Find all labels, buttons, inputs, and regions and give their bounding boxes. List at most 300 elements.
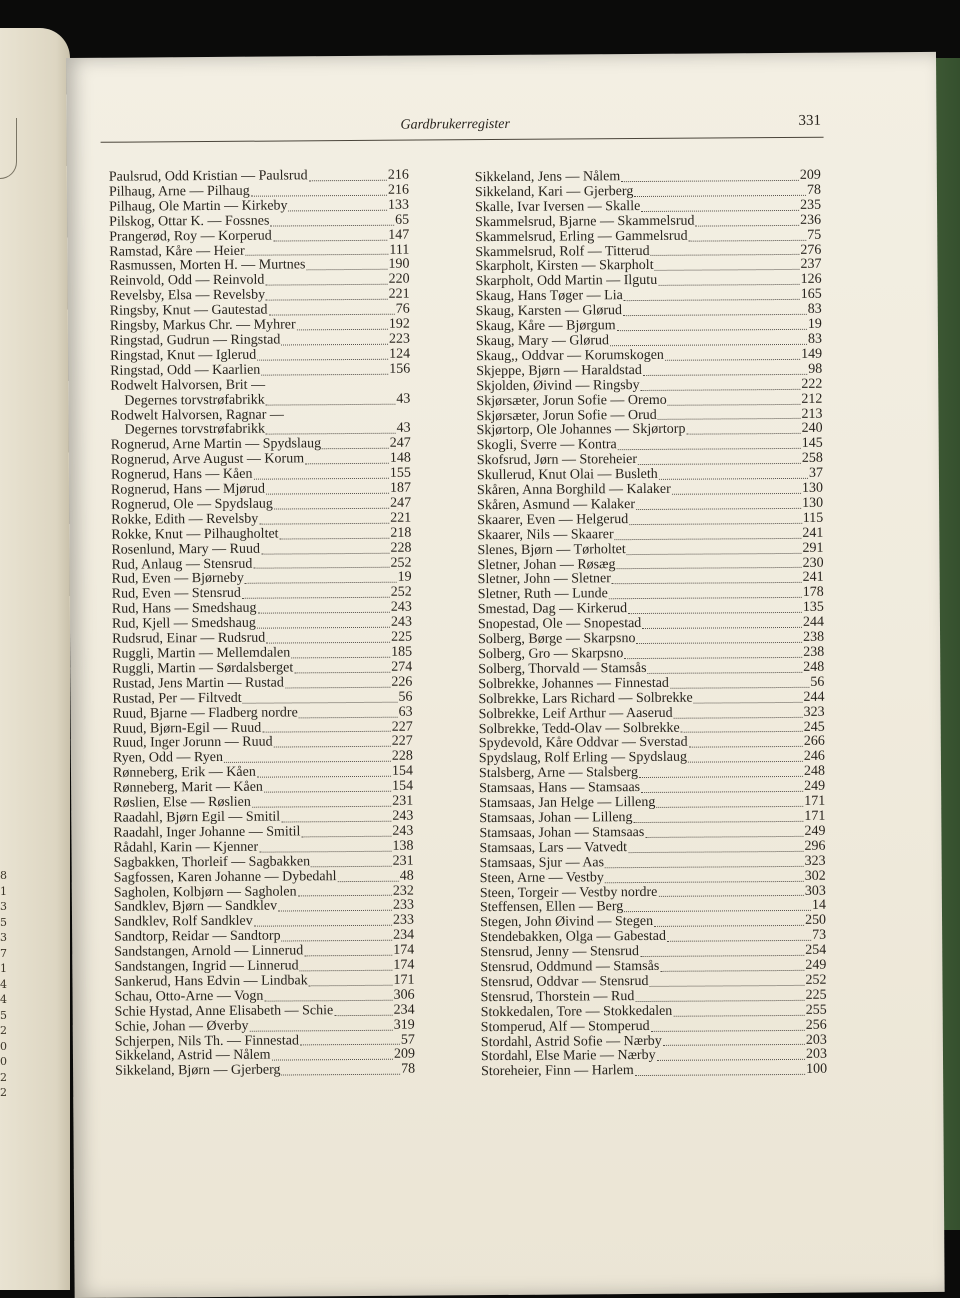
- entry-page-number: 302: [804, 868, 826, 884]
- leader-dots: [274, 507, 389, 510]
- leader-dots: [309, 179, 387, 182]
- entry-name: Skammelsrud, Rolf — Titterud: [475, 243, 650, 260]
- index-entry: [481, 1063, 827, 1080]
- entry-name: Stensrud, Jenny — Stensrud: [480, 944, 639, 961]
- entry-name: Rustad, Jens Martin — Rustad: [112, 675, 284, 692]
- leader-dots: [689, 238, 807, 241]
- entry-page-number: 244: [803, 689, 825, 705]
- entry-page-number: 266: [803, 734, 825, 750]
- entry-name: Skaug, Karsten — Glørud: [475, 303, 623, 320]
- entry-page-number: 254: [805, 942, 827, 958]
- entry-name: Rodwelt Halvorsen, Ragnar —: [110, 406, 284, 424]
- leader-dots: [305, 462, 389, 465]
- leader-dots: [695, 224, 799, 227]
- leader-dots: [291, 656, 390, 659]
- entry-page-number: 255: [805, 1002, 827, 1018]
- entry-page-number: 149: [801, 346, 823, 362]
- entry-page-number: 234: [393, 1002, 415, 1018]
- entry-name: Stamsaas, Johan — Stamsaas: [479, 824, 645, 842]
- leader-dots: [667, 939, 811, 942]
- leader-dots: [281, 820, 391, 823]
- entry-name: Skammelsrud, Bjarne — Skammelsrud: [475, 213, 695, 230]
- leader-dots: [673, 1014, 804, 1017]
- entry-name: Skofsrud, Jørn — Storeheier: [476, 452, 638, 469]
- entry-name: Spydevold, Kåre Oddvar — Sverstad: [478, 735, 688, 752]
- entry-name: Rasmussen, Morten H. — Murtnes: [109, 257, 306, 275]
- entry-name: Stokkedalen, Tore — Stokkedalen: [480, 1003, 673, 1020]
- entry-name: Sandklev, Rolf Sandklev: [113, 914, 253, 930]
- entry-page-number: 174: [393, 957, 415, 973]
- leader-dots: [264, 998, 392, 1001]
- leader-dots: [635, 1073, 805, 1076]
- entry-page-number: 243: [392, 808, 414, 824]
- entry-page-number: 19: [807, 316, 822, 332]
- entry-name: Sikkeland, Kari — Gjerberg: [474, 183, 634, 201]
- leader-dots: [252, 805, 391, 808]
- entry-name: Schjerpen, Nils Th. — Finnestad: [114, 1032, 299, 1050]
- leader-dots: [251, 194, 387, 197]
- leader-dots: [612, 581, 802, 584]
- entry-name: Skullerud, Knut Olai — Busleth: [476, 467, 658, 484]
- leader-dots: [605, 864, 804, 867]
- leader-dots: [298, 894, 392, 897]
- entry-name: Pilhaug, Ole Martin — Kirkeby: [108, 198, 288, 215]
- leader-dots: [674, 715, 803, 718]
- leader-dots: [639, 775, 803, 778]
- entry-page-number: 213: [801, 406, 823, 422]
- entry-page-number: 185: [391, 644, 413, 660]
- leader-dots: [654, 924, 804, 927]
- index-entry: [115, 1063, 415, 1080]
- entry-name: Rønneberg, Erik — Kåen: [112, 764, 256, 781]
- entry-name: Rud, Anlaug — Stensrud: [111, 556, 253, 573]
- entry-page-number: 249: [804, 778, 826, 795]
- entry-page-number: 98: [808, 361, 823, 377]
- entry-name: Skaug, Kåre — Bjørgum: [475, 318, 616, 335]
- entry-page-number: 238: [803, 629, 825, 645]
- entry-page-number: 133: [387, 197, 410, 213]
- entry-name: Sandstangen, Arnold — Linnerud: [114, 943, 304, 960]
- leader-dots: [261, 372, 388, 375]
- leader-dots: [224, 760, 391, 763]
- leader-dots: [628, 850, 804, 853]
- entry-page-number: 130: [802, 495, 824, 511]
- entry-name: Stordahl, Astrid Sofie — Nærby: [480, 1033, 662, 1050]
- entry-name: Prangerød, Roy — Korperud: [109, 228, 272, 245]
- leader-dots: [262, 730, 390, 733]
- entry-page-number: 249: [804, 823, 826, 839]
- entry-page-number: 323: [804, 853, 826, 869]
- leader-dots: [304, 954, 392, 957]
- entry-name: Skjørsæter, Jorun Sofie — Oremo: [476, 392, 667, 409]
- entry-name: Solberg, Gro — Skarpsno: [478, 646, 624, 663]
- entry-name: Stamsaas, Hans — Stamsaas: [479, 780, 641, 797]
- entry-page-number: 248: [803, 763, 826, 780]
- leader-dots: [629, 522, 801, 525]
- entry-page-number: 250: [804, 913, 827, 929]
- entry-page-number: 306: [393, 987, 415, 1003]
- index-column-left: [109, 169, 415, 1080]
- entry-name: Skjørsæter, Jorun Sofie — Orud: [476, 407, 657, 424]
- entry-page-number: 203: [805, 1032, 827, 1048]
- leader-dots: [665, 358, 800, 361]
- entry-name: Solbrekke, Johannes — Finnestad: [478, 675, 669, 692]
- entry-name: Rodwelt Halvorsen, Brit —: [110, 377, 266, 394]
- entry-page-number: 43: [396, 421, 411, 437]
- entry-page-number: 83: [807, 301, 822, 317]
- entry-page-number: 233: [392, 912, 415, 929]
- leader-dots: [615, 537, 802, 540]
- leader-dots: [285, 685, 391, 688]
- leader-dots: [257, 358, 388, 361]
- entry-page-number: 230: [802, 555, 824, 571]
- leader-dots: [648, 671, 803, 674]
- leader-dots: [253, 566, 389, 569]
- entry-name: Stordahl, Else Marie — Nærby: [480, 1048, 656, 1065]
- leader-dots: [245, 581, 397, 584]
- leader-dots: [624, 909, 811, 912]
- leader-dots: [254, 924, 392, 927]
- entry-name: Skaarer, Even — Helgerud: [477, 511, 629, 528]
- entry-name: Skogli, Sverre — Kontra: [476, 437, 617, 454]
- leader-dots: [641, 387, 801, 390]
- leader-dots: [627, 551, 802, 554]
- leader-dots: [311, 864, 392, 867]
- entry-page-number: 247: [389, 435, 411, 452]
- entry-page-number: 303: [804, 883, 826, 899]
- leader-dots: [694, 700, 803, 703]
- entry-name: Skåren, Anna Borghild — Kalaker: [476, 481, 671, 499]
- entry-page-number: 319: [393, 1017, 415, 1033]
- leader-dots: [610, 343, 807, 346]
- entry-page-number: 171: [393, 972, 415, 988]
- leader-dots: [651, 253, 800, 256]
- entry-page-number: 237: [800, 257, 822, 273]
- leader-dots: [289, 208, 388, 211]
- entry-page-number: 100: [806, 1062, 828, 1078]
- leader-dots: [265, 283, 387, 286]
- entry-name: Rud, Even — Bjørneby: [111, 571, 244, 588]
- index-column-right: [475, 169, 827, 1081]
- entry-name: Sankerud, Hans Edvin — Lindbak: [114, 973, 308, 990]
- entry-page-number: 115: [802, 510, 824, 526]
- entry-name: Snopestad, Ole — Snopestad: [477, 616, 642, 633]
- margin-digit: 3: [0, 931, 7, 944]
- leader-dots: [651, 1028, 805, 1031]
- page-number: 331: [798, 112, 822, 129]
- entry-name: Sagbakken, Thorleif — Sagbakken: [113, 854, 311, 871]
- index-page: [66, 52, 945, 1298]
- entry-name: Sikkeland, Astrid — Nålem: [114, 1048, 271, 1065]
- entry-name: Sikkeland, Bjørn — Gjerberg: [115, 1062, 281, 1080]
- entry-name: Pilhaug, Arne — Pilhaug: [108, 183, 250, 200]
- entry-page-number: 240: [801, 421, 823, 437]
- entry-name: Stensrud, Oddvar — Stensrud: [480, 973, 649, 991]
- leader-dots: [257, 626, 390, 629]
- entry-name: Solberg, Børge — Skarpsno: [478, 631, 636, 648]
- entry-name: Ruud, Inger Jorunn — Ruud: [112, 735, 273, 752]
- entry-name: Sagholen, Kolbjørn — Sagholen: [113, 883, 297, 901]
- leader-dots: [624, 298, 800, 301]
- leader-dots: [635, 999, 804, 1002]
- leader-dots: [266, 641, 390, 644]
- margin-digit: 5: [0, 1008, 7, 1022]
- entry-name: Rud, Even — Stensrud: [111, 586, 241, 603]
- entry-page-number: 274: [391, 659, 413, 675]
- margin-digit: 2: [0, 1024, 7, 1037]
- margin-digit: 2: [0, 1086, 7, 1099]
- entry-name: Skalle, Ivar Iversen — Skalle: [475, 198, 641, 215]
- entry-name: Rønneberg, Marit — Kåen: [113, 779, 263, 796]
- entry-name: Ringsby, Markus Chr. — Myhrer: [109, 317, 296, 334]
- entry-name: Ringsby, Knut — Gautestad: [109, 302, 268, 319]
- leader-dots: [281, 1073, 400, 1076]
- entry-page-number: 241: [802, 570, 824, 586]
- entry-name: Stamsaas, Johan — Lilleng: [479, 810, 633, 827]
- leader-dots: [294, 671, 390, 674]
- entry-page-number: 178: [802, 585, 824, 601]
- leader-dots: [686, 432, 800, 435]
- entry-name: Skaug, Mary — Glørud: [475, 333, 610, 350]
- entry-name: Sandklev, Bjørn — Sandklev: [113, 898, 278, 916]
- leader-dots: [623, 313, 807, 316]
- entry-name: Reinvold, Odd — Reinvold: [109, 272, 265, 290]
- entry-name: Stendebakken, Olga — Gabestad: [480, 929, 667, 946]
- entry-page-number: 296: [804, 838, 826, 854]
- entry-page-number: 171: [804, 793, 826, 809]
- entry-page-number: 154: [391, 763, 414, 779]
- entry-page-number: 171: [804, 808, 826, 824]
- entry-page-number: 227: [391, 719, 413, 735]
- leader-dots: [273, 238, 387, 241]
- entry-name: Stegen, John Øivind — Stegen: [479, 914, 654, 931]
- entry-page-number: 216: [387, 182, 409, 198]
- leader-dots: [266, 402, 396, 405]
- entry-name: Sletner, John — Sletner: [477, 571, 611, 588]
- leader-dots: [301, 835, 391, 838]
- entry-name: Paulsrud, Odd Kristian — Paulsrud: [108, 168, 308, 185]
- entry-page-number: 221: [390, 510, 412, 526]
- entry-page-number: 209: [393, 1047, 416, 1063]
- entry-page-number: 148: [389, 450, 411, 466]
- entry-page-number: 165: [800, 286, 822, 303]
- entry-page-number: 245: [803, 719, 825, 735]
- leader-dots: [269, 313, 395, 316]
- entry-page-number: 138: [392, 838, 414, 854]
- entry-name: Skammelsrud, Erling — Gammelsrud: [475, 228, 688, 245]
- entry-name: Degernes torvstrøfabrikk: [124, 392, 265, 409]
- entry-name: Solbrekke, Lars Richard — Solbrekke: [478, 690, 693, 707]
- leader-dots: [264, 790, 391, 793]
- entry-page-number: 212: [801, 391, 823, 407]
- entry-name: Rognerud, Arne Martin — Spydslaug: [110, 436, 322, 454]
- entry-page-number: 216: [387, 167, 409, 183]
- entry-page-number: 83: [807, 331, 823, 347]
- entry-page-number: 244: [802, 614, 825, 631]
- entry-page-number: 75: [807, 227, 822, 243]
- leader-dots: [253, 477, 388, 480]
- leader-dots: [272, 1058, 393, 1061]
- leader-dots: [634, 820, 804, 823]
- leader-dots: [266, 492, 389, 495]
- entry-page-number: 63: [398, 704, 413, 720]
- entry-name: Solberg, Thorvald — Stamsås: [478, 660, 647, 678]
- entry-name: Ruud, Bjørn-Egil — Ruud: [112, 720, 262, 737]
- entry-page-number: 248: [803, 659, 825, 675]
- entry-name: Skåren, Asmund — Kalaker: [477, 496, 636, 514]
- entry-page-number: 156: [389, 361, 411, 377]
- leader-dots: [641, 209, 799, 212]
- entry-name: Raadahl, Bjørn Egil — Smitil: [113, 809, 281, 826]
- entry-page-number: 252: [390, 555, 412, 571]
- leader-dots: [658, 894, 804, 897]
- entry-page-number: 145: [801, 436, 823, 452]
- entry-page-number: 209: [799, 167, 821, 183]
- entry-name: Revelsby, Elsa — Revelsby: [109, 287, 266, 304]
- leader-dots: [257, 775, 391, 778]
- entry-name: Rustad, Per — Filtvedt: [112, 690, 242, 707]
- entry-name: Degernes torvstrøfabrikk: [124, 422, 265, 439]
- leader-dots: [681, 730, 803, 733]
- entry-page-number: 56: [810, 674, 825, 690]
- leader-dots: [657, 1058, 805, 1061]
- margin-digit: 1: [0, 884, 7, 898]
- leader-dots: [656, 805, 803, 808]
- entry-page-number: 232: [392, 883, 414, 899]
- leader-dots: [659, 477, 808, 480]
- entry-name: Slenes, Bjørn — Tørholtet: [477, 541, 626, 558]
- entry-name: Steffensen, Ellen — Berg: [479, 899, 624, 916]
- margin-digit: 4: [0, 993, 7, 1006]
- entry-name: Stamsaas, Lars — Vatvedt: [479, 839, 628, 856]
- entry-name: Rud, Kjell — Smedshaug: [111, 615, 256, 632]
- entry-page-number: 203: [805, 1047, 828, 1063]
- leader-dots: [688, 760, 803, 763]
- entry-page-number: 76: [395, 301, 410, 317]
- leader-dots: [270, 223, 394, 226]
- entry-name: Rådahl, Karin — Kjenner: [113, 839, 259, 856]
- entry-page-number: 65: [395, 212, 410, 228]
- entry-page-number: 231: [392, 853, 414, 869]
- leader-dots: [640, 954, 804, 957]
- entry-page-number: 154: [392, 778, 414, 794]
- entry-page-number: 187: [389, 480, 412, 496]
- leader-dots: [306, 268, 387, 271]
- leader-dots: [609, 596, 802, 599]
- leader-dots: [672, 492, 801, 495]
- entry-page-number: 218: [390, 525, 412, 541]
- entry-name: Sletner, Ruth — Lunde: [477, 586, 608, 603]
- margin-digit: 7: [0, 946, 7, 960]
- leader-dots: [660, 969, 804, 972]
- entry-page-number: 252: [390, 584, 412, 601]
- entry-name: Stomperud, Alf — Stomperud: [480, 1018, 650, 1035]
- entry-name: Ryen, Odd — Ryen: [112, 750, 224, 767]
- entry-name: Steen, Torgeir — Vestby nordre: [479, 884, 658, 901]
- entry-name: Ruggli, Martin — Sørdalsberget: [112, 660, 294, 677]
- entry-page-number: 111: [389, 242, 410, 258]
- entry-page-number: 228: [391, 748, 413, 765]
- entry-page-number: 57: [400, 1032, 415, 1048]
- leader-dots: [259, 849, 391, 852]
- leader-dots: [634, 194, 806, 197]
- entry-page-number: 37: [808, 465, 823, 481]
- entry-name: Steen, Arne — Vestby: [479, 869, 604, 886]
- entry-name: Rud, Hans — Smedshaug: [111, 600, 257, 617]
- entry-page-number: 258: [801, 450, 823, 467]
- entry-name: Sikkeland, Jens — Nålem: [474, 169, 621, 186]
- entry-page-number: 252: [805, 972, 827, 988]
- entry-name: Sagfossen, Karen Johanne — Dybedahl: [113, 868, 337, 886]
- entry-name: Sletner, Johan — Røsæg: [477, 556, 616, 573]
- entry-page-number: 78: [401, 1061, 416, 1078]
- leader-dots: [658, 283, 799, 286]
- leader-dots: [663, 1043, 805, 1046]
- margin-digit: 8: [0, 869, 7, 882]
- entry-page-number: 234: [393, 927, 415, 943]
- leader-dots: [605, 879, 804, 882]
- leader-dots: [258, 611, 390, 614]
- entry-name: Rognerud, Hans — Kåen: [110, 466, 253, 483]
- leader-dots: [636, 641, 802, 644]
- entry-page-number: 226: [391, 674, 413, 690]
- entry-name: Rognerud, Hans — Mjørud: [110, 481, 266, 498]
- entry-page-number: 235: [799, 197, 822, 213]
- entry-page-number: 228: [390, 540, 412, 556]
- entry-page-number: 48: [399, 868, 414, 884]
- entry-name: Ruggli, Martin — Mellemdalen: [112, 645, 291, 662]
- margin-digit: 0: [0, 1039, 7, 1053]
- entry-name: Ringstad, Gudrun — Ringstad: [109, 332, 281, 349]
- entry-page-number: 291: [802, 540, 824, 556]
- entry-name: Sandtorp, Reidar — Sandtorp: [114, 928, 281, 945]
- entry-name: Schie Hystad, Anne Elisabeth — Schie: [114, 1002, 334, 1020]
- entry-page-number: 135: [802, 600, 824, 616]
- entry-name: Raadahl, Inger Johanne — Smitil: [113, 824, 301, 841]
- entry-name: Skarpholt, Odd Martin — Ilgutu: [475, 273, 658, 290]
- entry-name: Solbrekke, Tedd-Olav — Solbrekke: [478, 720, 680, 737]
- entry-page-number: 174: [393, 942, 415, 958]
- leader-dots: [278, 909, 392, 912]
- leader-dots: [621, 179, 799, 182]
- entry-page-number: 130: [801, 480, 824, 496]
- leader-dots: [641, 790, 803, 793]
- page-header-title: Gardbrukerregister: [400, 116, 510, 133]
- entry-page-number: 43: [396, 391, 411, 407]
- entry-name: Storeheier, Finn — Harlem: [481, 1063, 634, 1080]
- margin-digit: 1: [0, 962, 7, 975]
- entry-page-number: 223: [388, 331, 411, 347]
- entry-page-number: 225: [391, 629, 413, 645]
- leader-dots: [645, 835, 803, 838]
- entry-name: Skjørtorp, Ole Johannes — Skjørtorp: [476, 422, 686, 439]
- left-margin-digits: [0, 868, 8, 1101]
- entry-page-number: 233: [392, 897, 414, 914]
- entry-name: Stamsaas, Sjur — Aas: [479, 854, 605, 871]
- entry-name: Ramstad, Kåre — Heier: [109, 243, 245, 260]
- entry-page-number: 225: [805, 987, 827, 1003]
- entry-page-number: 243: [390, 599, 412, 616]
- leader-dots: [266, 298, 388, 301]
- entry-page-number: 276: [800, 242, 822, 258]
- leader-dots: [668, 402, 801, 405]
- entry-page-number: 236: [800, 212, 822, 228]
- entry-name: Pilskog, Ottar K. — Fossnes: [109, 213, 270, 230]
- entry-name: Skarpholt, Kirsten — Skarpholt: [475, 258, 654, 275]
- leader-dots: [642, 626, 802, 629]
- entry-name: Rokke, Edith — Revelsby: [111, 511, 259, 528]
- leader-dots: [618, 447, 801, 450]
